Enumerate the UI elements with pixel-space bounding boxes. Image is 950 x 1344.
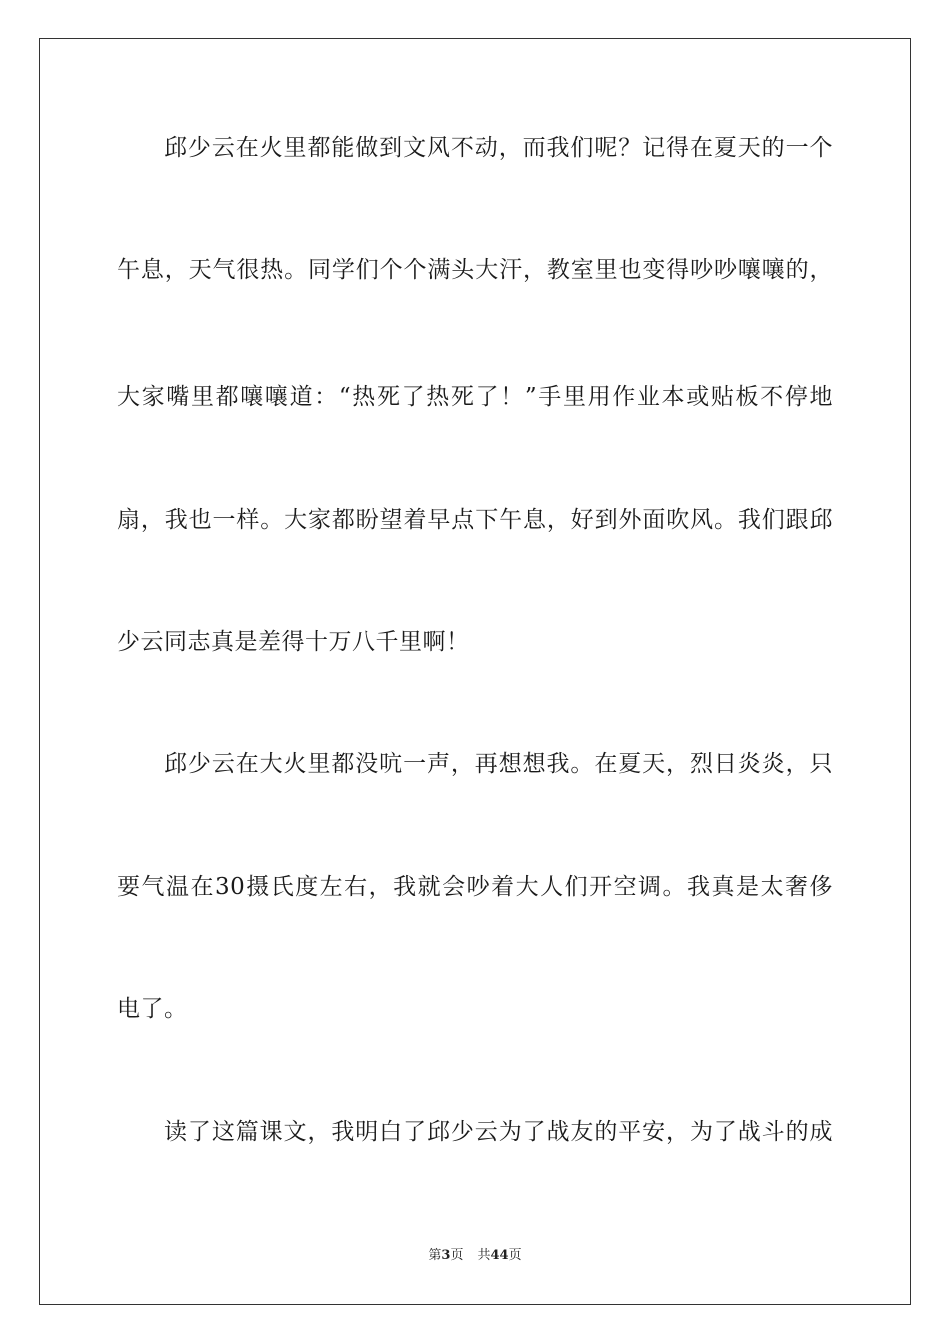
paragraph-2-line-2: 要气温在30摄氏度左右，我就会吵着大人们开空调。我真是太奢侈 (117, 874, 833, 900)
paragraph-3-line-1: 读了这篇课文，我明白了邱少云为了战友的平安，为了战斗的成 (164, 1119, 833, 1145)
paragraph-1-line-2: 午息，天气很热。同学们个个满头大汗，教室里也变得吵吵嚷嚷的， (117, 257, 833, 283)
footer-page-number: 3 (441, 1248, 451, 1263)
paragraph-1-line-1: 邱少云在火里都能做到文风不动，而我们呢？记得在夏天的一个 (164, 135, 833, 161)
page-border (39, 38, 911, 1305)
footer-total-prefix: 共 (477, 1248, 491, 1263)
paragraph-2-line-1: 邱少云在大火里都没吭一声，再想想我。在夏天，烈日炎炎，只 (164, 751, 833, 777)
footer-page-suffix: 页 (450, 1248, 464, 1263)
paragraph-1-line-4: 扇，我也一样。大家都盼望着早点下午息，好到外面吹风。我们跟邱 (117, 507, 833, 533)
paragraph-1-line-5: 少云同志真是差得十万八千里啊！ (117, 629, 470, 655)
footer-total-suffix: 页 (508, 1248, 522, 1263)
paragraph-1-line-3: 大家嘴里都嚷嚷道：“热死了热死了！”手里用作业本或贴板不停地 (117, 384, 833, 410)
paragraph-2-line-3: 电了。 (117, 996, 188, 1022)
footer-page-prefix: 第 (428, 1248, 442, 1263)
page-footer (0, 1247, 950, 1265)
footer-total-pages: 44 (490, 1248, 509, 1263)
